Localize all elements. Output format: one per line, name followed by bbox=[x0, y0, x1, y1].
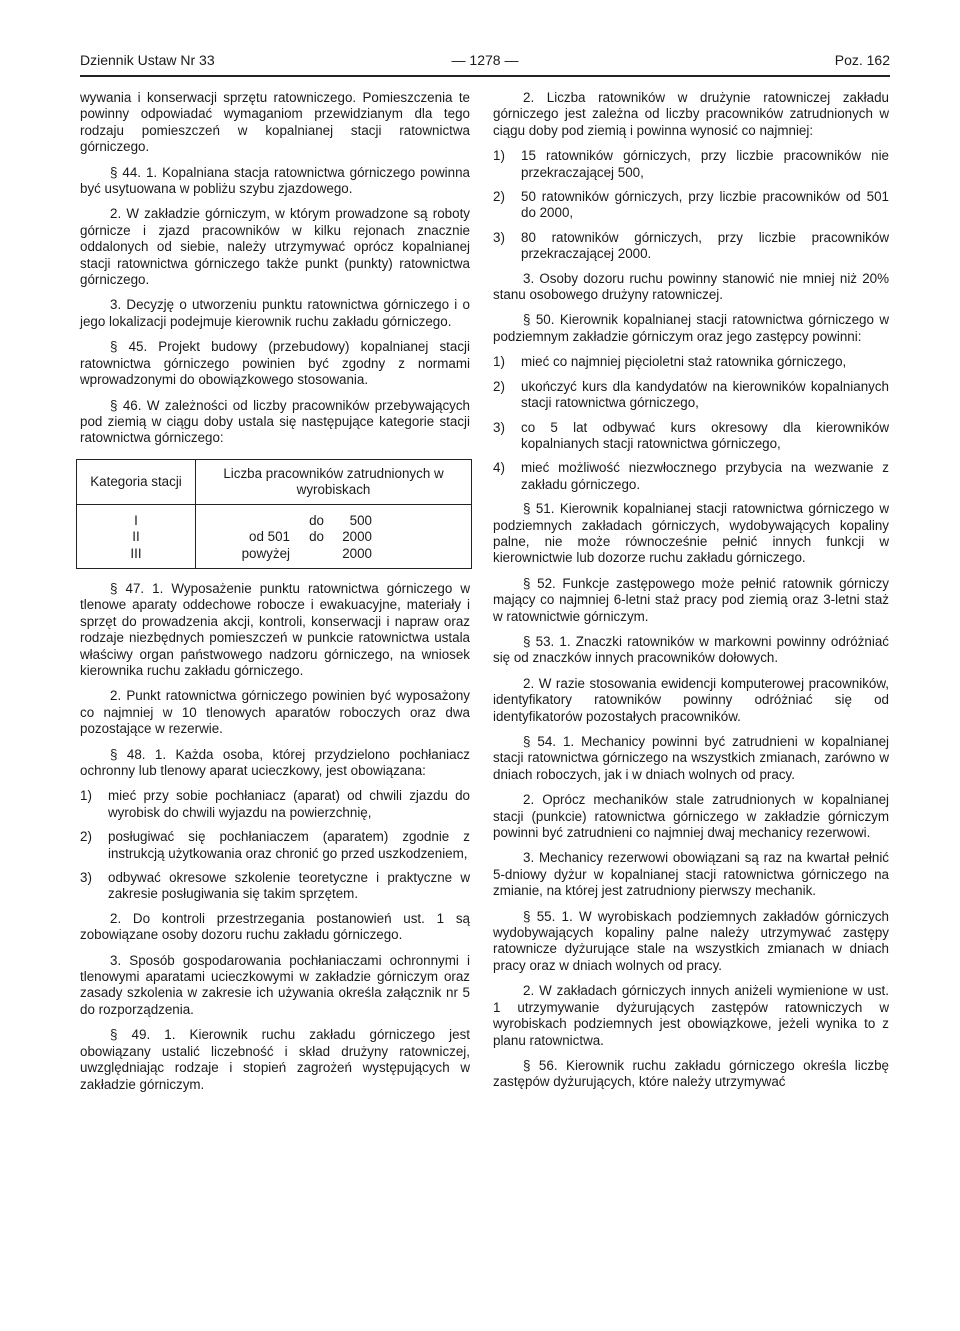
table-cell-value: 2000 bbox=[342, 545, 372, 561]
paragraph-48-3: 3. Sposób gospodarowania pochłaniaczami ochronnymi i tlenowymi aparatami ucieczkowymi w zakładzie górniczym oraz zasady szkolenia w zakresie ich używania określa załącznik nr 5 do rozporządzenia. bbox=[80, 952, 470, 1017]
paragraph-53-1: § 53. 1. Znaczki ratowników w markowni powinny odróżniać się od znaczków innych pracowników dołowych. bbox=[493, 633, 889, 666]
table-cell-from: powyżej bbox=[241, 545, 290, 561]
station-category-table bbox=[76, 459, 472, 569]
paragraph-55-2: 2. W zakładach górniczych innych aniżeli wymienione w ust. 1 utrzymywanie dyżurujących zastępów ratowniczych w wyrobiskach podziemnych jest obowiązkowe, jeżeli wynika to z planu ratownictwa. bbox=[493, 983, 889, 1048]
table-cell-category: III bbox=[77, 546, 196, 569]
list-item: 3) co 5 lat odbywać kurs okresowy dla kierowników kopalnianych stacji ratownictwa górniczego, bbox=[493, 419, 889, 451]
left-column bbox=[80, 90, 470, 1102]
paragraph-48-1: § 48. 1. Każda osoba, której przydzielono pochłaniacz ochronny lub tlenowy aparat ucieczkowy, jest obowiązana: bbox=[80, 746, 470, 778]
list-item: 2) 50 ratowników górniczych, przy liczbie pracowników od 501 do 2000, bbox=[493, 189, 889, 221]
table-cell-to-label: do bbox=[309, 512, 324, 528]
table-cell-from: od 501 bbox=[249, 529, 290, 545]
paragraph-49-3: 3. Osoby dozoru ruchu powinny stanowić nie mniej niż 20% stanu osobowego drużyny ratowniczej. bbox=[493, 270, 889, 303]
paragraph-44-1: § 44. 1. Kopalniana stacja ratownictwa górniczego powinna być usytuowana w pobliżu szybu zjazdowego. bbox=[80, 164, 470, 197]
paragraph-53-2: 2. W razie stosowania ewidencji komputerowej pracowników, identyfikatory ratowników powinny odróżniać się od identyfikatorów pozostałych pracowników. bbox=[493, 675, 889, 724]
paragraph-47-2: 2. Punkt ratownictwa górniczego powinien być wyposażony co najmniej w 10 tlenowych aparatów roboczych oraz dwa pozostające w rezerwie. bbox=[80, 688, 470, 737]
table-cell-category: I bbox=[77, 504, 196, 529]
list-item: 4) mieć możliwość niezwłocznego przybycia na wezwanie z zakładu górniczego. bbox=[493, 460, 889, 492]
paragraph-47-1: § 47. 1. Wyposażenie punktu ratownictwa górniczego w tlenowe aparaty oddechowe robocze i ewakuacyjne, materiały i sprzęt do prowadzenia akcji, kontroli, konserwacji i napraw oraz rodzaje niezbędnych pomieszczeń w punkcie ratownictwa ustala właściwy organ państwowego nadzoru górniczego, na wniosek kierownika ruchu zakładu górniczego. bbox=[80, 580, 470, 678]
position-number: Poz. 162 bbox=[834, 52, 890, 68]
paragraph-49-2: 2. Liczba ratowników w drużynie ratowniczej zakładu górniczego jest zależna od liczby pracowników zatrudnionych w ciągu doby pod ziemią i powinna wynosić co najmniej: bbox=[493, 90, 889, 138]
table-cell-value: 500 bbox=[349, 512, 372, 528]
table-cell-value: 2000 bbox=[342, 529, 372, 545]
paragraph-46: § 46. W zależności od liczby pracowników przebywających pod ziemią w ciągu doby ustala się następujące kategorie stacji ratownictwa górniczego: bbox=[80, 397, 470, 446]
paragraph-50: § 50. Kierownik kopalnianej stacji ratownictwa górniczego w podziemnym zakładzie górniczym oraz jego zastępcy powinni: bbox=[493, 312, 889, 344]
paragraph-48-2: 2. Do kontroli przestrzegania postanowień ust. 1 są zobowiązane osoby dozoru ruchu zakładu górniczego. bbox=[80, 910, 470, 943]
table-header-category: Kategoria stacji bbox=[77, 459, 196, 504]
paragraph: wywania i konserwacji sprzętu ratowniczego. Pomieszczenia te powinny odpowiadać wymaganiom przewidzianym dla tego rodzaju pomieszczeń w kopalnianej stacji ratownictwa górniczego. bbox=[80, 90, 470, 155]
list-item: 3) odbywać okresowe szkolenie teoretyczne i praktyczne w zakresie posługiwania się takim sprzętem. bbox=[80, 870, 470, 902]
paragraph-45: § 45. Projekt budowy (przebudowy) kopalnianej stacji ratownictwa górniczego powinien być zgodny z normami wprowadzonymi do obowiązkowego stosowania. bbox=[80, 339, 470, 388]
table-row bbox=[77, 546, 472, 569]
table-cell-to-label bbox=[290, 546, 324, 562]
list-item: 1) 15 ratowników górniczych, przy liczbie pracowników nie przekraczającej 500, bbox=[493, 148, 889, 180]
list-item: 3) 80 ratowników górniczych, przy liczbie pracowników przekraczającej 2000. bbox=[493, 229, 889, 262]
table-row bbox=[77, 529, 472, 545]
paragraph-54-3: 3. Mechanicy rezerwowi obowiązani są raz na kwartał pełnić 5-dniowy dyżur w kopalnianej stacji ratownictwa górniczego na zmianie, na której jest zatrudniony pierwszy mechanik. bbox=[493, 850, 889, 899]
list-item: 2) ukończyć kurs dla kandydatów na kierowników kopalnianych stacji ratownictwa górniczego, bbox=[493, 378, 889, 411]
journal-title: Dziennik Ustaw Nr 33 bbox=[80, 52, 215, 68]
table-cell-category: II bbox=[77, 529, 196, 545]
paragraph-49-1: § 49. 1. Kierownik ruchu zakładu górniczego jest obowiązany ustalić liczebność i skład drużyny ratowniczej, uwzględniając rodzaje i stopień zagrożeń występujących w zakładzie górniczym. bbox=[80, 1027, 470, 1092]
page-number: — 1278 — bbox=[451, 52, 519, 68]
paragraph-51: § 51. Kierownik kopalnianej stacji ratownictwa górniczego w podziemnych zakładach górniczych, wydobywających kopaliny palne, nie może równocześnie pełnić innych funkcji w kierownictwie lub dozorze ruchu zakładu górniczego. bbox=[493, 501, 889, 566]
paragraph-55-1: § 55. 1. W wyrobiskach podziemnych zakładów górniczych wydobywających kopaliny palne należy utrzymywać zastępy ratownicze dyżurujące stale na wszystkich zmianach w dniach pracy oraz w dniach wolnych od pracy. bbox=[493, 908, 889, 973]
paragraph-54-2: 2. Oprócz mechaników stale zatrudnionych w kopalnianej stacji (punkcie) ratownictwa górniczego w zakładzie górniczym powinni być zatrudnieni co najmniej dwaj mechanicy rezerwowi. bbox=[493, 792, 889, 841]
table-cell-from bbox=[200, 513, 290, 529]
paragraph-44-3: 3. Decyzję o utworzeniu punktu ratownictwa górniczego i o jego lokalizacji podejmuje kierownik ruchu zakładu górniczego. bbox=[80, 297, 470, 329]
list-item: 2) posługiwać się pochłaniaczem (aparatem) zgodnie z instrukcją użytkowania oraz chronić go przed uszkodzeniem, bbox=[80, 829, 470, 861]
page-header bbox=[80, 52, 890, 72]
table-header-workers: Liczba pracowników zatrudnionych w wyrobiskach bbox=[196, 459, 472, 504]
paragraph-54-1: § 54. 1. Mechanicy powinni być zatrudnieni w kopalnianej stacji ratownictwa górniczego na wszystkich zmianach, zarówno w dniach roboczych, jak i w dniach wolnych od pracy. bbox=[493, 734, 889, 782]
right-column bbox=[493, 90, 889, 1100]
table-row bbox=[77, 504, 472, 529]
paragraph-44-2: 2. W zakładzie górniczym, w którym prowadzone są roboty górnicze i zjazd pracowników w kilku rejonach znacznie oddalonych od siebie, należy utrzymywać oprócz kopalnianej stacji ratownictwa górniczego także punkt (punkty) ratownictwa górniczego. bbox=[80, 206, 470, 288]
table-header-row bbox=[77, 459, 472, 504]
paragraph-52: § 52. Funkcje zastępowego może pełnić ratownik górniczy mający co najmniej 6-letni staż pracy pod ziemią oraz 3-letni staż w ratownictwie górniczym. bbox=[493, 575, 889, 624]
list-item: 1) mieć co najmniej pięcioletni staż ratownika górniczego, bbox=[493, 354, 847, 370]
header-rule bbox=[80, 75, 890, 77]
paragraph-56: § 56. Kierownik ruchu zakładu górniczego określa liczbę zastępów dyżurujących, które należy utrzymywać bbox=[493, 1057, 889, 1090]
list-item: 1) mieć przy sobie pochłaniacz (aparat) od chwili zjazdu do wyrobisk do chwili wyjazdu na powierzchnię, bbox=[80, 788, 470, 820]
table-cell-to-label: do bbox=[309, 529, 324, 545]
